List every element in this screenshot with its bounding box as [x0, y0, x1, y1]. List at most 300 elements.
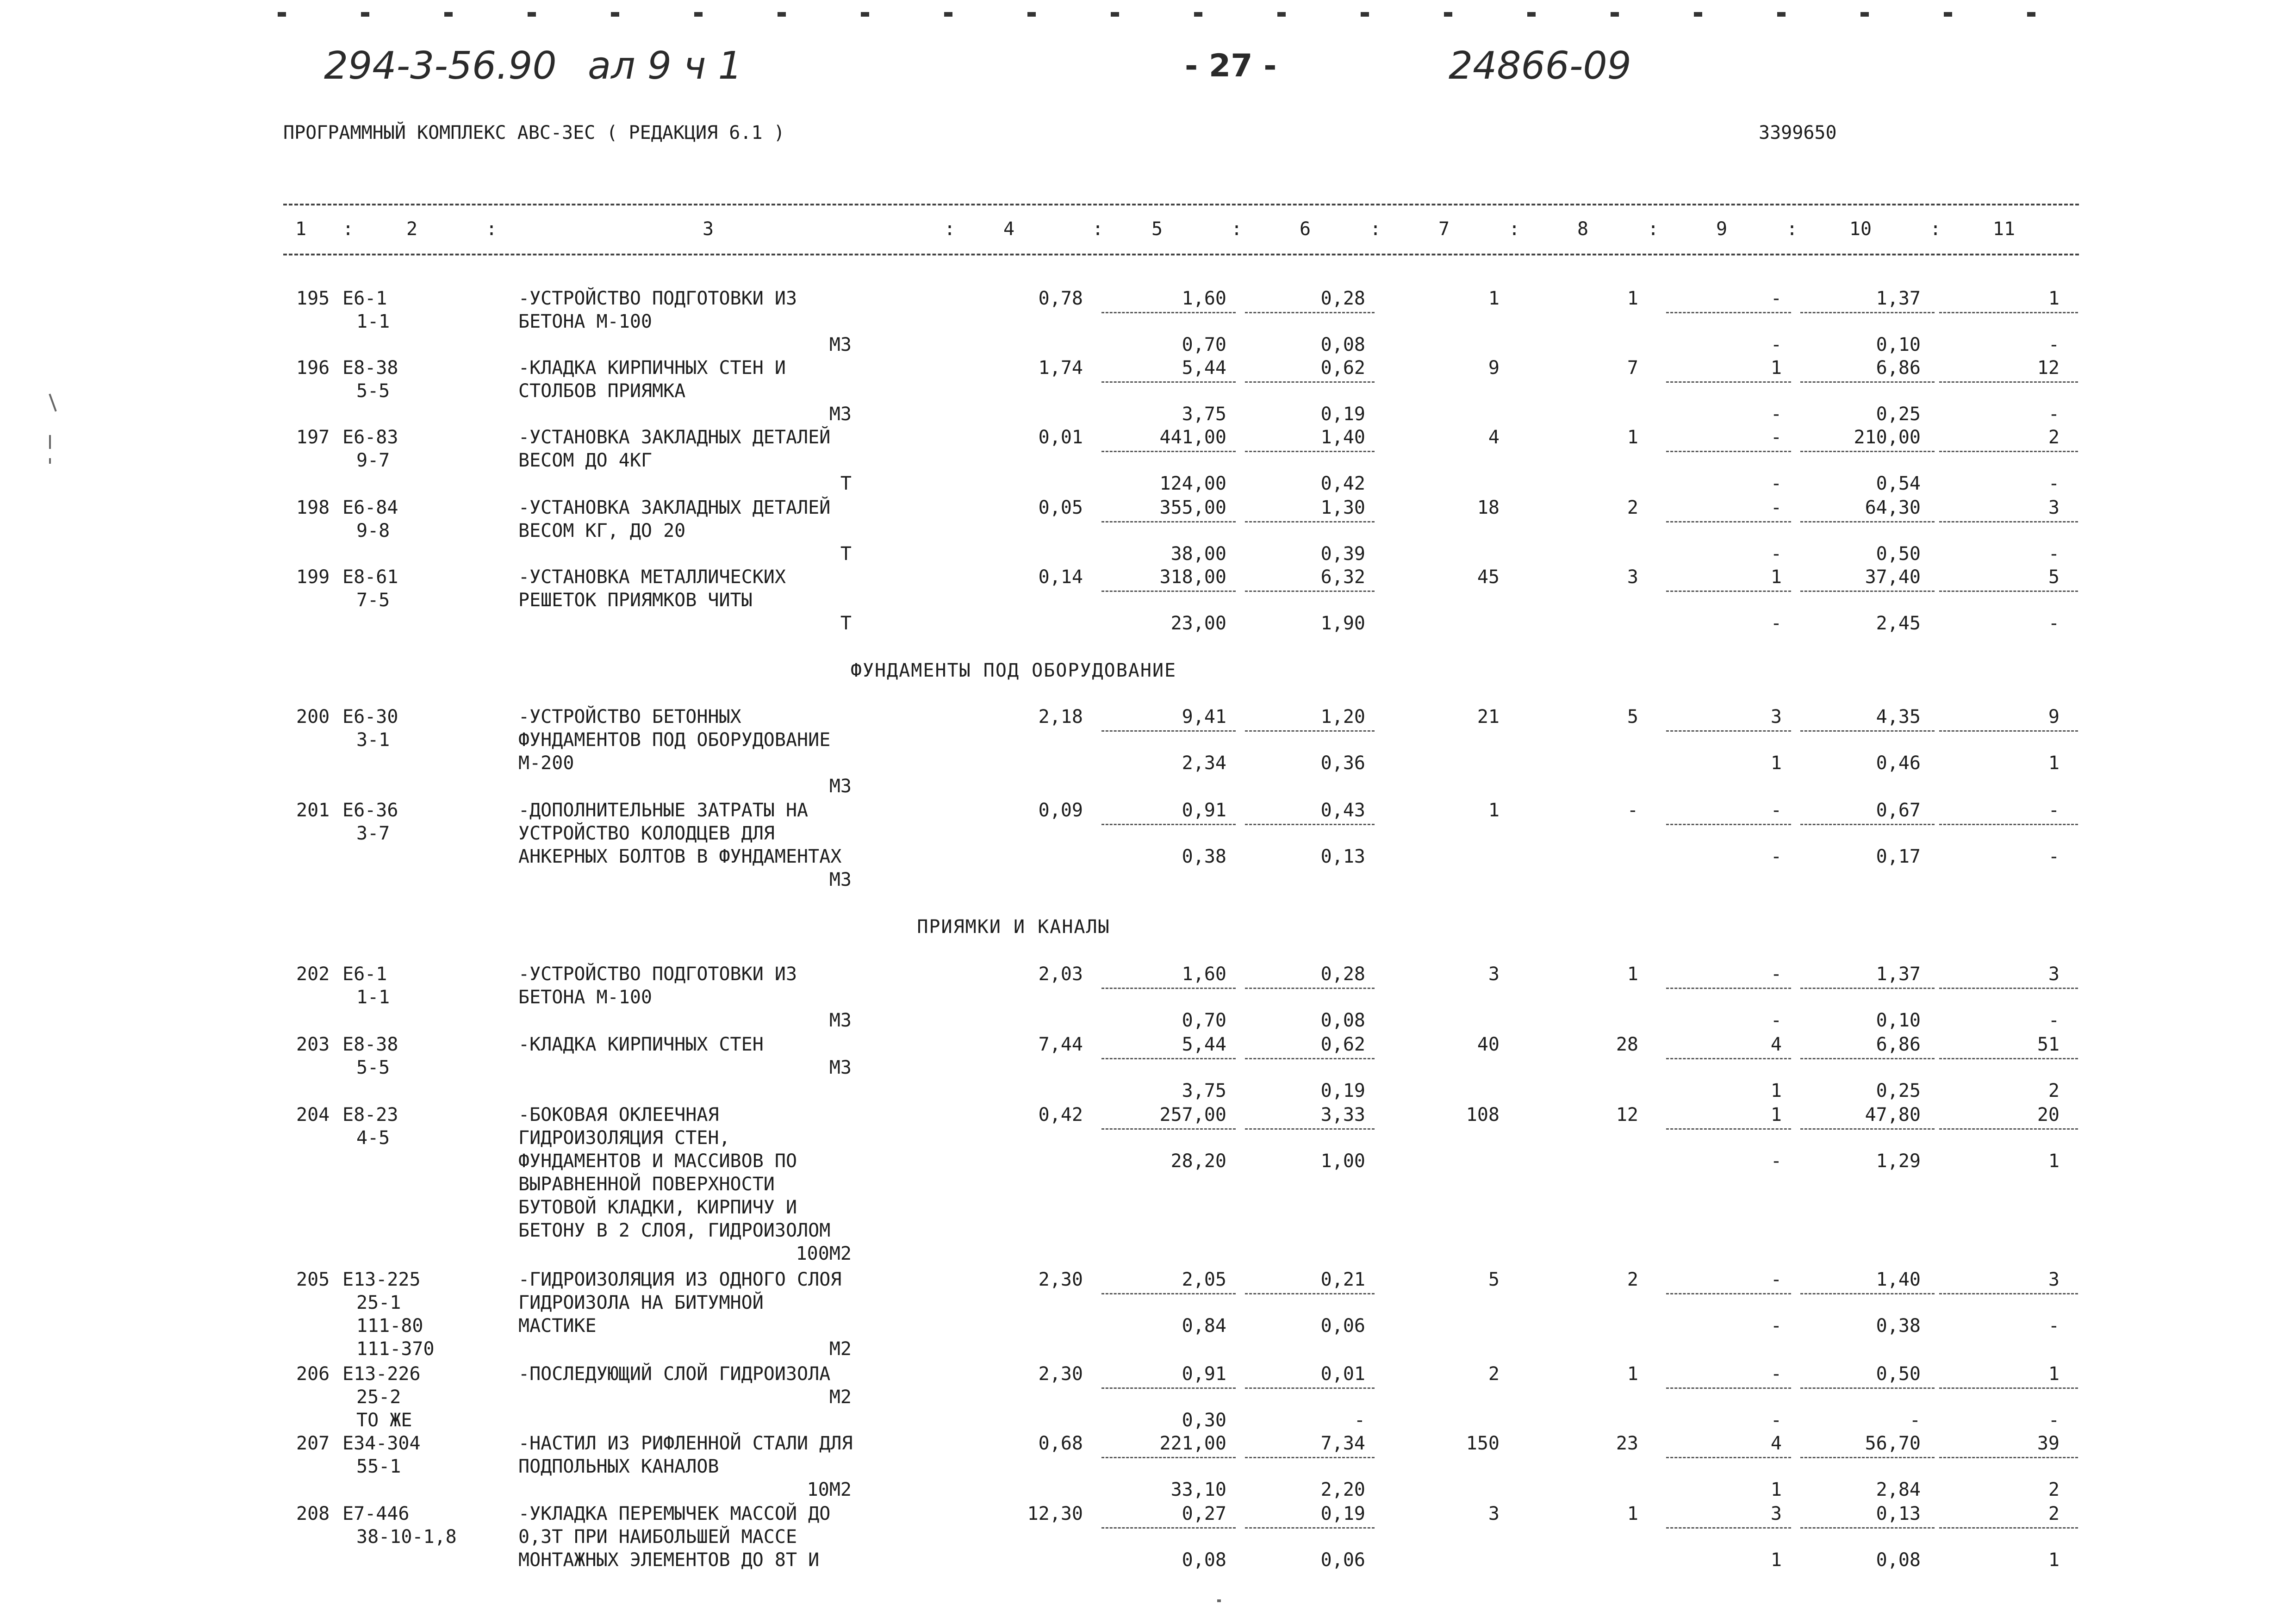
edge-dash	[361, 12, 369, 17]
work-description: -КЛАДКА КИРПИЧНЫХ СТЕН И	[518, 357, 786, 379]
labor-value: 1,40	[1876, 1269, 1921, 1290]
unit-cost-wages-secondary: 2,20	[1320, 1479, 1365, 1500]
col11-value: 1	[2048, 288, 2060, 309]
work-description: -БОКОВАЯ ОКЛЕЕЧНАЯ	[518, 1104, 719, 1126]
total-cost: 1	[1488, 800, 1500, 821]
column-header: 6	[1299, 218, 1311, 240]
work-description: -КЛАДКА КИРПИЧНЫХ СТЕН	[518, 1034, 764, 1055]
page-number: - 27 -	[1185, 48, 1277, 84]
norm-code: 38-10-1,8	[356, 1526, 457, 1548]
column-header: 8	[1577, 218, 1589, 240]
norm-code: 9-8	[356, 520, 390, 541]
total-cost: 21	[1477, 706, 1500, 728]
column-header: 4	[1003, 218, 1015, 240]
edge-dash	[444, 12, 453, 17]
norm-code: Е6-1	[342, 288, 387, 309]
unit-cost-total: 0,27	[1182, 1503, 1226, 1524]
cell-divider	[1101, 1457, 1236, 1458]
work-description: БЕТОНУ В 2 СЛОЯ, ГИДРОИЗОЛОМ	[518, 1220, 831, 1241]
col11-value: 51	[2037, 1034, 2060, 1055]
unit-of-measure: М3	[829, 1010, 852, 1031]
col11-value: 20	[2037, 1104, 2060, 1126]
norm-code: 7-5	[356, 590, 390, 611]
col11-value: 3	[2048, 497, 2060, 518]
row-number: 205	[296, 1269, 330, 1290]
unit-cost-wages-secondary: 0,08	[1320, 334, 1365, 355]
unit-cost-total-secondary: 0,70	[1182, 1010, 1226, 1031]
header-rule-bottom	[283, 254, 2079, 255]
unit-cost-wages-secondary: 0,13	[1320, 846, 1365, 867]
work-description: АНКЕРНЫХ БОЛТОВ В ФУНДАМЕНТАХ	[518, 846, 842, 867]
total-cost: 5	[1488, 1269, 1500, 1290]
total-wages: -	[1627, 800, 1638, 821]
col9-value: 4	[1770, 1433, 1782, 1454]
unit-cost-total: 1,60	[1182, 964, 1226, 985]
norm-code: Е6-36	[342, 800, 398, 821]
cell-divider	[1666, 1293, 1791, 1294]
col11-secondary: 1	[2048, 1150, 2060, 1172]
work-description: ГИДРОИЗОЛЯЦИЯ СТЕН,	[518, 1127, 730, 1149]
cell-divider	[1666, 730, 1791, 732]
work-description: М-200	[518, 752, 574, 774]
work-description: -УСТРОЙСТВО ПОДГОТОВКИ ИЗ	[518, 288, 797, 309]
work-description: МОНТАЖНЫХ ЭЛЕМЕНТОВ ДО 8Т И	[518, 1549, 820, 1571]
cell-divider	[1939, 381, 2078, 383]
total-wages: 1	[1627, 964, 1638, 985]
cell-divider	[1666, 381, 1791, 383]
col11-value: 9	[2048, 706, 2060, 728]
edge-dash	[861, 12, 869, 17]
col11-secondary: -	[2048, 334, 2060, 355]
col9-value: -	[1770, 1269, 1782, 1290]
cell-divider	[1800, 988, 1935, 989]
quantity: 7,44	[1038, 1034, 1083, 1055]
handwritten-doc-number: 24866-09	[1449, 44, 1631, 88]
column-separator: :	[944, 218, 956, 240]
column-separator: :	[1509, 218, 1520, 240]
total-cost: 3	[1488, 964, 1500, 985]
labor-value: 0,13	[1876, 1503, 1921, 1524]
edge-dash	[694, 12, 703, 17]
edge-dash	[1194, 12, 1202, 17]
labor-secondary: 0,25	[1876, 404, 1921, 425]
cell-divider	[1245, 988, 1375, 989]
labor-value: 6,86	[1876, 1034, 1921, 1055]
row-number: 197	[296, 427, 330, 448]
edge-dash	[1860, 12, 1869, 17]
cell-divider	[1800, 312, 1935, 313]
cell-divider	[1666, 1128, 1791, 1130]
cell-divider	[1245, 824, 1375, 825]
total-wages: 28	[1616, 1034, 1638, 1055]
norm-code: Е6-30	[342, 706, 398, 728]
cell-divider	[1939, 591, 2078, 592]
unit-cost-total-secondary: 0,70	[1182, 334, 1226, 355]
row-number: 208	[296, 1503, 330, 1524]
cell-divider	[1101, 591, 1236, 592]
edge-dash	[2027, 12, 2035, 17]
total-cost: 3	[1488, 1503, 1500, 1524]
cell-divider	[1939, 1128, 2078, 1130]
unit-cost-wages-secondary: -	[1354, 1410, 1365, 1431]
labor-value: 64,30	[1865, 497, 1921, 518]
quantity: 0,14	[1038, 566, 1083, 588]
edge-dash	[528, 12, 536, 17]
total-wages: 1	[1627, 1503, 1638, 1524]
col11-value: 39	[2037, 1433, 2060, 1454]
unit-cost-total: 221,00	[1159, 1433, 1226, 1454]
col9-secondary: -	[1770, 1315, 1782, 1337]
col11-value: 2	[2048, 427, 2060, 448]
work-description: -ГИДРОИЗОЛЯЦИЯ ИЗ ОДНОГО СЛОЯ	[518, 1269, 842, 1290]
col9-secondary: 1	[1770, 1549, 1782, 1571]
norm-code: Е8-38	[342, 357, 398, 379]
total-wages: 1	[1627, 427, 1638, 448]
edge-dash	[1444, 12, 1452, 17]
cell-divider	[1245, 381, 1375, 383]
unit-cost-total-secondary: 38,00	[1170, 543, 1226, 565]
unit-cost-total: 318,00	[1159, 566, 1226, 588]
labor-value: 4,35	[1876, 706, 1921, 728]
labor-secondary: 1,29	[1876, 1150, 1921, 1172]
column-separator: :	[486, 218, 498, 240]
cell-divider	[1939, 1527, 2078, 1529]
edge-dash	[1944, 12, 1952, 17]
unit-of-measure: М3	[829, 869, 852, 890]
column-separator: :	[1786, 218, 1798, 240]
labor-value: 37,40	[1865, 566, 1921, 588]
column-separator: :	[1930, 218, 1941, 240]
edge-dash	[778, 12, 786, 17]
cell-divider	[1666, 1457, 1791, 1458]
column-header: 2	[406, 218, 418, 240]
quantity: 2,18	[1038, 706, 1083, 728]
total-wages: 12	[1616, 1104, 1638, 1126]
cell-divider	[1101, 730, 1236, 732]
norm-code: 5-5	[356, 1057, 390, 1078]
total-cost: 4	[1488, 427, 1500, 448]
norm-code: 4-5	[356, 1127, 390, 1149]
work-description: -УКЛАДКА ПЕРЕМЫЧЕК МАССОЙ ДО	[518, 1503, 831, 1524]
cell-divider	[1939, 312, 2078, 313]
quantity: 2,30	[1038, 1363, 1083, 1385]
edge-dash	[1777, 12, 1786, 17]
handwritten-album: ал 9 ч 1	[588, 44, 742, 88]
work-description: 0,3Т ПРИ НАИБОЛЬШЕЙ МАССЕ	[518, 1526, 797, 1548]
cell-divider	[1101, 988, 1236, 989]
cell-divider	[1101, 1387, 1236, 1389]
unit-cost-total: 441,00	[1159, 427, 1226, 448]
unit-cost-wages-secondary: 0,42	[1320, 473, 1365, 494]
total-cost: 45	[1477, 566, 1500, 588]
cell-divider	[1245, 1293, 1375, 1294]
col11-secondary: -	[2048, 613, 2060, 634]
row-number: 200	[296, 706, 330, 728]
cell-divider	[1101, 521, 1236, 522]
scan-mark	[49, 394, 56, 412]
unit-cost-total: 9,41	[1182, 706, 1226, 728]
unit-of-measure: М3	[829, 776, 852, 797]
cell-divider	[1800, 1457, 1935, 1458]
labor-secondary: 0,08	[1876, 1549, 1921, 1571]
edge-dash	[1527, 12, 1536, 17]
cell-divider	[1800, 1527, 1935, 1529]
unit-cost-total: 0,91	[1182, 800, 1226, 821]
work-description: РЕШЕТОК ПРИЯМКОВ ЧИТЫ	[518, 590, 753, 611]
cell-divider	[1101, 381, 1236, 383]
col9-secondary: -	[1770, 1150, 1782, 1172]
cell-divider	[1101, 824, 1236, 825]
col11-value: 1	[2048, 1363, 2060, 1385]
cell-divider	[1939, 1457, 2078, 1458]
unit-cost-wages: 1,40	[1320, 427, 1365, 448]
column-header: 11	[1992, 218, 2016, 240]
col11-secondary: -	[2048, 473, 2060, 494]
col9-value: 3	[1770, 1503, 1782, 1524]
unit-cost-total-secondary: 0,38	[1182, 846, 1226, 867]
unit-cost-wages-secondary: 1,90	[1320, 613, 1365, 634]
row-number: 199	[296, 566, 330, 588]
unit-of-measure: М3	[829, 404, 852, 425]
labor-secondary: 0,17	[1876, 846, 1921, 867]
total-cost: 2	[1488, 1363, 1500, 1385]
work-description: ВЫРАВНЕННОЙ ПОВЕРХНОСТИ	[518, 1174, 775, 1195]
cell-divider	[1101, 1058, 1236, 1059]
col11-secondary: -	[2048, 1410, 2060, 1431]
norm-code: Е8-61	[342, 566, 398, 588]
cell-divider	[1245, 1457, 1375, 1458]
norm-code: Е8-38	[342, 1034, 398, 1055]
cell-divider	[1666, 1387, 1791, 1389]
unit-of-measure: 10М2	[807, 1479, 852, 1500]
cell-divider	[1800, 521, 1935, 522]
cell-divider	[1101, 312, 1236, 313]
cell-divider	[1800, 730, 1935, 732]
col9-value: -	[1770, 427, 1782, 448]
cell-divider	[1800, 381, 1935, 383]
col9-value: -	[1770, 964, 1782, 985]
unit-cost-total: 1,60	[1182, 288, 1226, 309]
unit-cost-wages: 0,28	[1320, 964, 1365, 985]
row-number: 198	[296, 497, 330, 518]
quantity: 0,68	[1038, 1433, 1083, 1454]
col9-value: 4	[1770, 1034, 1782, 1055]
unit-of-measure: 100М2	[796, 1243, 852, 1264]
col11-secondary: -	[2048, 543, 2060, 565]
unit-cost-wages: 0,19	[1320, 1503, 1365, 1524]
unit-cost-wages-secondary: 0,08	[1320, 1010, 1365, 1031]
cell-divider	[1666, 591, 1791, 592]
work-description: -ПОСЛЕДУЮЩИЙ СЛОЙ ГИДРОИЗОЛА	[518, 1363, 831, 1385]
cell-divider	[1245, 591, 1375, 592]
work-description: БУТОВОЙ КЛАДКИ, КИРПИЧУ И	[518, 1197, 797, 1218]
col11-secondary: 1	[2048, 1549, 2060, 1571]
norm-code: 55-1	[356, 1456, 401, 1477]
col11-value: 3	[2048, 1269, 2060, 1290]
total-wages: 5	[1627, 706, 1638, 728]
unit-cost-total: 5,44	[1182, 357, 1226, 379]
col11-secondary: -	[2048, 404, 2060, 425]
quantity: 0,09	[1038, 800, 1083, 821]
unit-cost-total-secondary: 0,08	[1182, 1549, 1226, 1571]
norm-code: 25-1	[356, 1292, 401, 1313]
col9-secondary: -	[1770, 404, 1782, 425]
cell-divider	[1939, 824, 2078, 825]
labor-secondary: 0,50	[1876, 543, 1921, 565]
labor-value: 210,00	[1854, 427, 1921, 448]
col9-value: 3	[1770, 706, 1782, 728]
column-header: 1	[295, 218, 307, 240]
labor-secondary: 2,45	[1876, 613, 1921, 634]
edge-dash	[1694, 12, 1702, 17]
norm-code: Е13-226	[342, 1363, 421, 1385]
edge-dash	[1277, 12, 1286, 17]
col9-value: -	[1770, 800, 1782, 821]
unit-of-measure: М3	[829, 1057, 852, 1078]
col11-secondary: 2	[2048, 1080, 2060, 1101]
unit-cost-total-secondary: 124,00	[1159, 473, 1226, 494]
norm-code: Е13-225	[342, 1269, 421, 1290]
labor-secondary: 0,10	[1876, 334, 1921, 355]
norm-code: 111-370	[356, 1338, 435, 1360]
unit-cost-wages: 1,30	[1320, 497, 1365, 518]
section-title: ФУНДАМЕНТЫ ПОД ОБОРУДОВАНИЕ	[850, 660, 1177, 681]
norm-code: Е6-1	[342, 964, 387, 985]
column-separator: :	[1092, 218, 1104, 240]
quantity: 0,05	[1038, 497, 1083, 518]
cell-divider	[1800, 591, 1935, 592]
unit-cost-total-secondary: 28,20	[1170, 1150, 1226, 1172]
program-ident: 3399650	[1759, 122, 1837, 143]
unit-cost-wages: 6,32	[1320, 566, 1365, 588]
work-description: -УСТАНОВКА ЗАКЛАДНЫХ ДЕТАЛЕЙ	[518, 497, 831, 518]
labor-value: 6,86	[1876, 357, 1921, 379]
labor-secondary: 0,46	[1876, 752, 1921, 774]
total-wages: 2	[1627, 1269, 1638, 1290]
row-number: 202	[296, 964, 330, 985]
unit-cost-wages: 1,20	[1320, 706, 1365, 728]
col11-value: 5	[2048, 566, 2060, 588]
unit-cost-total-secondary: 23,00	[1170, 613, 1226, 634]
col9-secondary: 1	[1770, 1080, 1782, 1101]
cell-divider	[1800, 451, 1935, 452]
col11-secondary: -	[2048, 1315, 2060, 1337]
col9-secondary: -	[1770, 1410, 1782, 1431]
cell-divider	[1800, 1293, 1935, 1294]
total-cost: 1	[1488, 288, 1500, 309]
unit-cost-wages-secondary: 0,19	[1320, 1080, 1365, 1101]
scan-mark	[49, 435, 51, 449]
labor-secondary: 0,10	[1876, 1010, 1921, 1031]
cell-divider	[1245, 730, 1375, 732]
total-cost: 40	[1477, 1034, 1500, 1055]
col11-value: -	[2048, 800, 2060, 821]
work-description: ГИДРОИЗОЛА НА БИТУМНОЙ	[518, 1292, 764, 1313]
column-header: 3	[702, 218, 714, 240]
unit-cost-wages-secondary: 0,19	[1320, 404, 1365, 425]
cell-divider	[1939, 988, 2078, 989]
labor-value: 56,70	[1865, 1433, 1921, 1454]
unit-cost-total: 257,00	[1159, 1104, 1226, 1126]
row-number: 204	[296, 1104, 330, 1126]
row-number: 195	[296, 288, 330, 309]
col9-value: -	[1770, 497, 1782, 518]
labor-secondary: 0,54	[1876, 473, 1921, 494]
unit-cost-wages: 0,62	[1320, 357, 1365, 379]
labor-value: 1,37	[1876, 964, 1921, 985]
cell-divider	[1939, 730, 2078, 732]
unit-cost-wages-secondary: 0,06	[1320, 1549, 1365, 1571]
program-header: ПРОГРАММНЫЙ КОМПЛЕКС АВС-3ЕС ( РЕДАКЦИЯ 6.1 )	[283, 122, 785, 143]
col9-value: -	[1770, 1363, 1782, 1385]
cell-divider	[1101, 451, 1236, 452]
work-description: -ДОПОЛНИТЕЛЬНЫЕ ЗАТРАТЫ НА	[518, 800, 809, 821]
row-number: 207	[296, 1433, 330, 1454]
unit-cost-wages: 0,21	[1320, 1269, 1365, 1290]
norm-code: Е8-23	[342, 1104, 398, 1126]
work-description: ФУНДАМЕНТОВ И МАССИВОВ ПО	[518, 1150, 797, 1172]
work-description: СТОЛБОВ ПРИЯМКА	[518, 380, 686, 402]
total-wages: 3	[1627, 566, 1638, 588]
norm-code: Е34-304	[342, 1433, 421, 1454]
cell-divider	[1939, 451, 2078, 452]
col9-value: 1	[1770, 357, 1782, 379]
work-description: УСТРОЙСТВО КОЛОДЦЕВ ДЛЯ	[518, 823, 775, 844]
unit-cost-wages-secondary: 0,06	[1320, 1315, 1365, 1337]
labor-secondary: 0,38	[1876, 1315, 1921, 1337]
labor-value: 1,37	[1876, 288, 1921, 309]
handwritten-code: 294-3-56.90	[324, 44, 557, 88]
unit-cost-total: 5,44	[1182, 1034, 1226, 1055]
norm-code: Е6-83	[342, 427, 398, 448]
edge-dash	[944, 12, 952, 17]
total-wages: 7	[1627, 357, 1638, 379]
quantity: 1,74	[1038, 357, 1083, 379]
col9-secondary: -	[1770, 613, 1782, 634]
work-description: -УСТРОЙСТВО ПОДГОТОВКИ ИЗ	[518, 964, 797, 985]
norm-code: 9-7	[356, 450, 390, 471]
column-separator: :	[1231, 218, 1243, 240]
cell-divider	[1939, 521, 2078, 522]
col9-secondary: -	[1770, 473, 1782, 494]
quantity: 12,30	[1027, 1503, 1083, 1524]
unit-cost-wages: 3,33	[1320, 1104, 1365, 1126]
unit-cost-total: 2,05	[1182, 1269, 1226, 1290]
total-wages: 2	[1627, 497, 1638, 518]
col11-value: 12	[2037, 357, 2060, 379]
work-description: -УСТАНОВКА МЕТАЛЛИЧЕСКИХ	[518, 566, 786, 588]
unit-cost-total-secondary: 3,75	[1182, 404, 1226, 425]
labor-secondary: 2,84	[1876, 1479, 1921, 1500]
unit-cost-wages: 0,28	[1320, 288, 1365, 309]
norm-code: 25-2	[356, 1387, 401, 1408]
col9-secondary: -	[1770, 1010, 1782, 1031]
quantity: 0,78	[1038, 288, 1083, 309]
norm-code: 5-5	[356, 380, 390, 402]
total-cost: 9	[1488, 357, 1500, 379]
unit-cost-total-secondary: 3,75	[1182, 1080, 1226, 1101]
cell-divider	[1101, 1293, 1236, 1294]
edge-dash	[1027, 12, 1036, 17]
quantity: 2,30	[1038, 1269, 1083, 1290]
row-number: 201	[296, 800, 330, 821]
scan-mark	[1217, 1599, 1221, 1602]
total-wages: 23	[1616, 1433, 1638, 1454]
unit-of-measure: Т	[840, 543, 852, 565]
unit-of-measure: М2	[829, 1387, 852, 1408]
column-header: 9	[1716, 218, 1728, 240]
cell-divider	[1666, 824, 1791, 825]
